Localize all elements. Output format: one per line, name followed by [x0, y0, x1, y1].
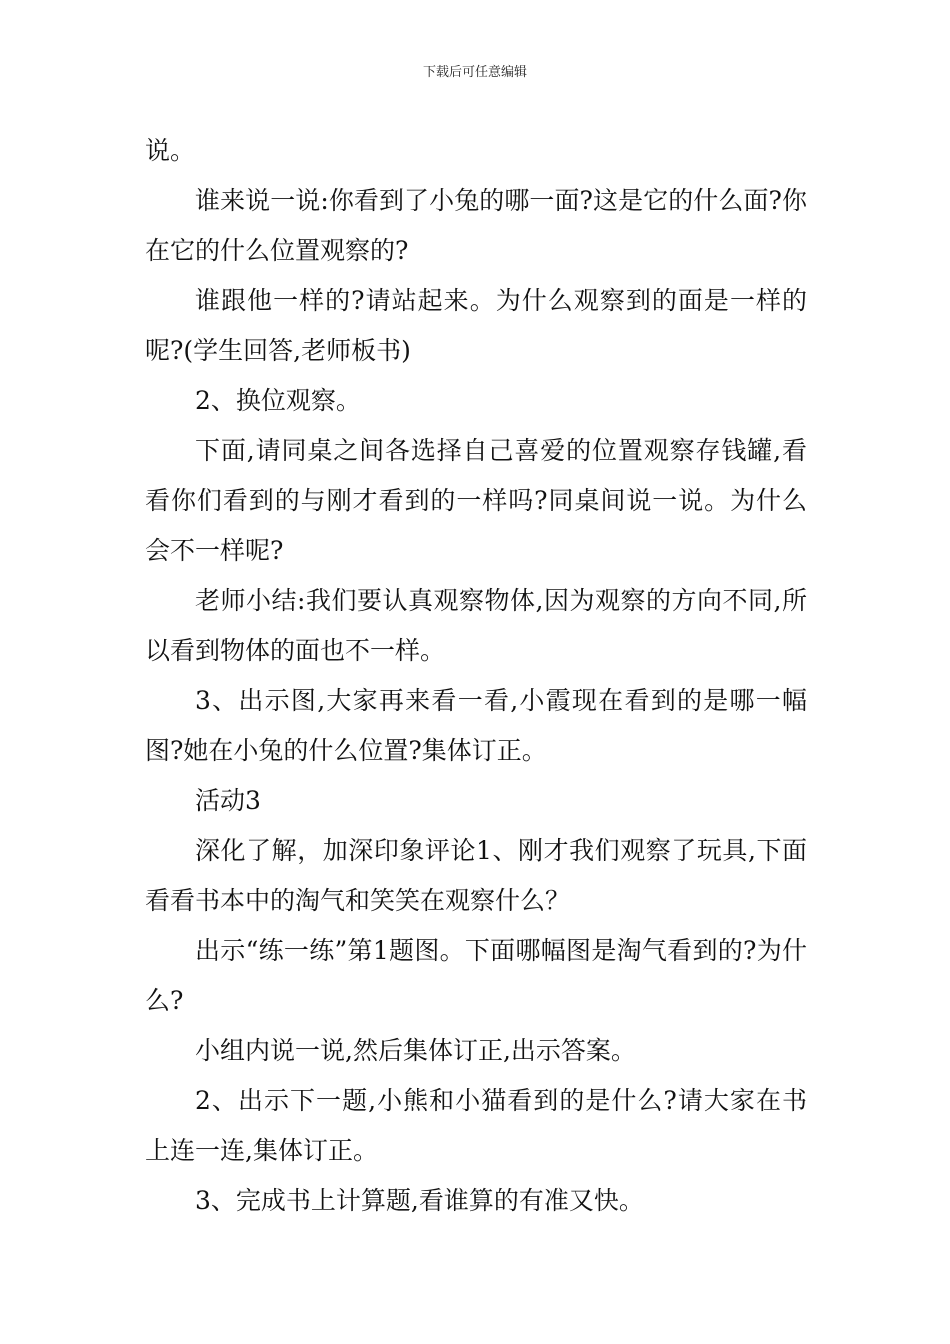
- paragraph-3: 谁跟他一样的?请站起来。为什么观察到的面是一样的呢?(学生回答,老师板书): [145, 286, 807, 365]
- paragraph-2: 谁来说一说:你看到了小兔的哪一面?这是它的什么面?你在它的什么位置观察的?: [145, 186, 807, 265]
- paragraph-4: 2、换位观察。: [195, 386, 361, 415]
- paragraph-8: 活动3: [195, 786, 261, 815]
- paragraph-12: 2、出示下一题,小熊和小猫看到的是什么?请大家在书上连一连,集体订正。: [145, 1086, 807, 1165]
- paragraph-1: 说。: [145, 136, 196, 165]
- paragraph-7: 3、出示图,大家再来看一看,小霞现在看到的是哪一幅图?她在小兔的什么位置?集体订正。: [145, 686, 807, 765]
- paragraph-10: 出示“练一练”第1题图。下面哪幅图是淘气看到的?为什么?: [145, 936, 807, 1015]
- paragraph-9: 深化了解，加深印象评论1、刚才我们观察了玩具,下面看看书本中的淘气和笑笑在观察什么？: [145, 836, 807, 915]
- paragraph-11: 小组内说一说,然后集体订正,出示答案。: [195, 1036, 636, 1065]
- paragraph-13: 3、完成书上计算题,看谁算的有准又快。: [195, 1186, 644, 1215]
- paragraph-5: 下面,请同桌之间各选择自己喜爱的位置观察存钱罐,看看你们看到的与刚才看到的一样吗?同桌间说一说。为什么会不一样呢?: [145, 436, 807, 565]
- paragraph-6: 老师小结:我们要认真观察物体,因为观察的方向不同,所以看到物体的面也不一样。: [145, 586, 807, 665]
- document-body: [145, 126, 807, 1226]
- page-header: 下载后可任意编辑: [422, 65, 527, 80]
